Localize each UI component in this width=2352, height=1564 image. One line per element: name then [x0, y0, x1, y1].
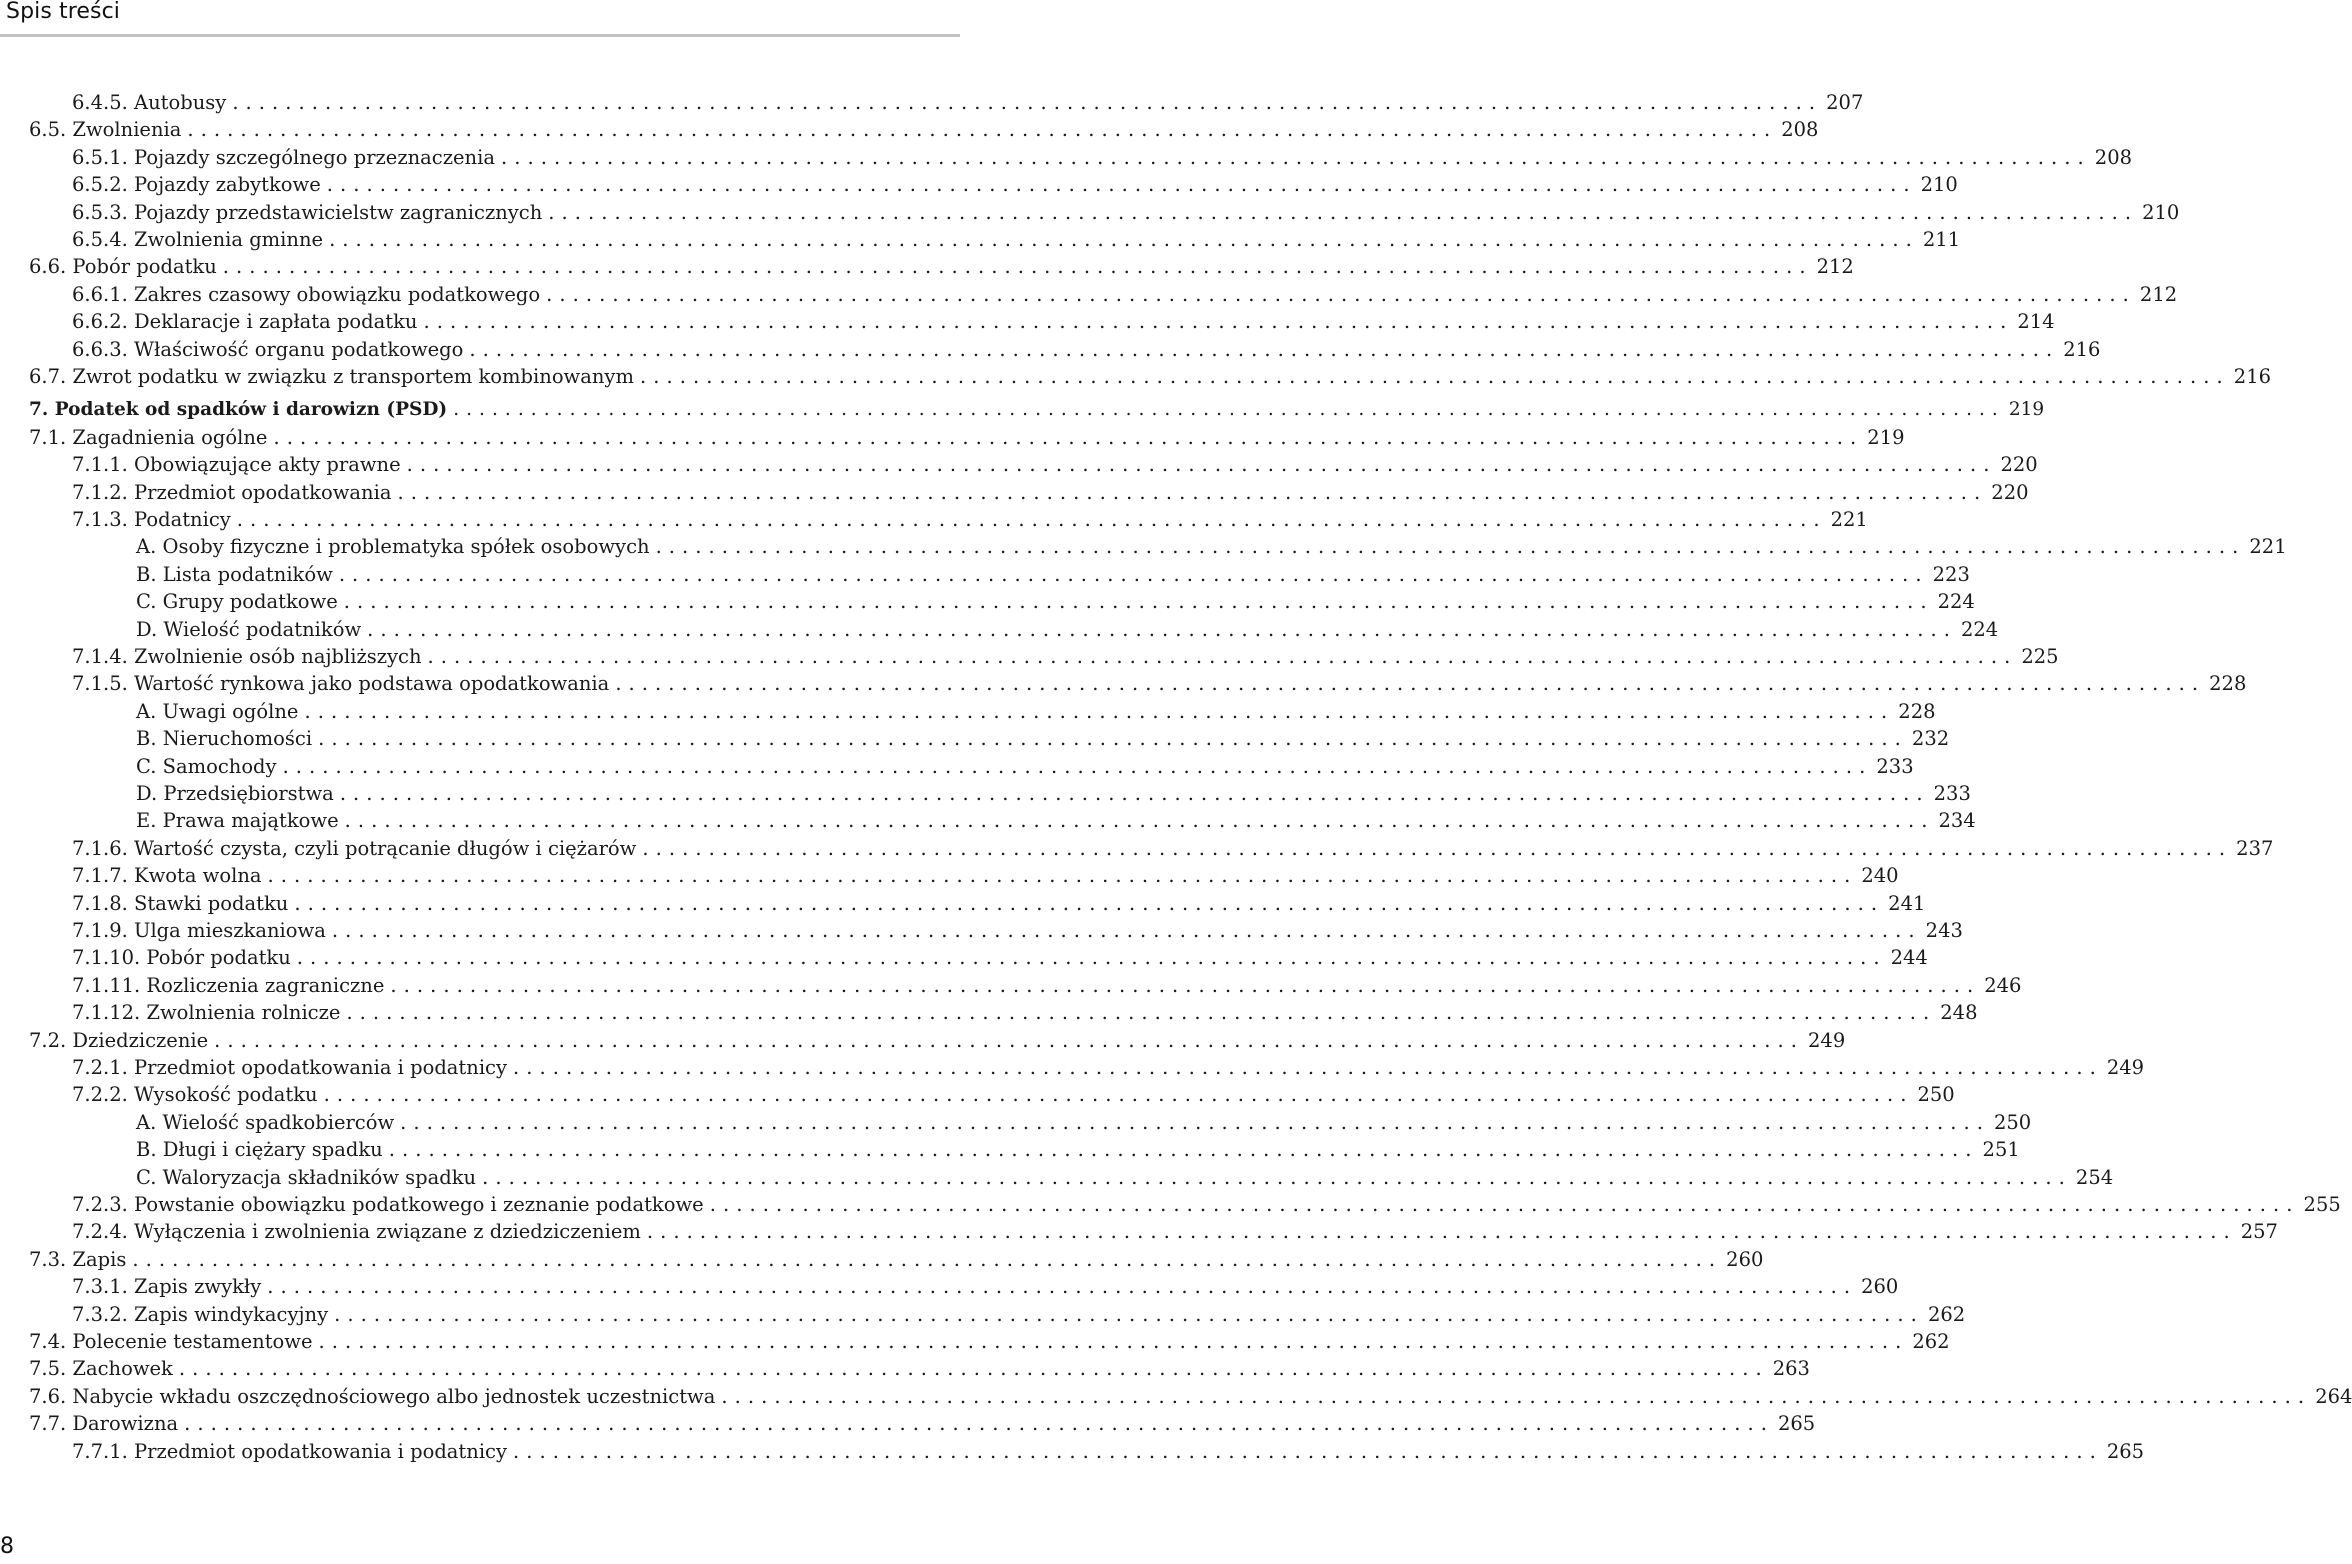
toc-entry-page: 234 — [1938, 809, 1976, 832]
toc-entry-number: 7.3. — [29, 1248, 73, 1271]
toc-entry[interactable] — [72, 308, 2055, 335]
toc-entry-number: 7.7.1. — [72, 1440, 135, 1463]
toc-entry[interactable] — [72, 1301, 1966, 1328]
toc-entry-title: Lista podatników — [162, 563, 333, 586]
toc-entry[interactable] — [72, 835, 2274, 862]
toc-entry-title: Zachowek — [72, 1357, 173, 1380]
toc-entry[interactable] — [72, 670, 2247, 697]
toc-entry-title: Długi i ciężary spadku — [162, 1138, 383, 1161]
toc-entry-title: Zakres czasowy obowiązku podatkowego — [134, 283, 541, 306]
toc-leader-dots: ........................................................................................................................ — [304, 700, 1895, 723]
toc-entry-number: D. — [136, 618, 164, 641]
toc-entry-page: 264 — [2315, 1385, 2352, 1408]
toc-entry-number: C. — [136, 1166, 163, 1189]
toc-entry-title: Zwolnienia — [72, 118, 182, 141]
toc-leader-dots: ........................................................................................................................ — [334, 1303, 1924, 1326]
toc-entry-number: 7.2.2. — [72, 1083, 135, 1106]
toc-entry-number: 7.1.3. — [72, 508, 135, 531]
toc-entry-page: 223 — [1932, 563, 1970, 586]
toc-entry-number: 7.1.7. — [72, 864, 135, 887]
toc-entry-number: 7.1.10. — [72, 946, 147, 969]
toc-leader-dots: ........................................................................................................................ — [482, 1166, 2072, 1189]
toc-leader-dots: ........................................................................................................................ — [178, 1357, 1769, 1380]
toc-entry-page: 233 — [1876, 755, 1914, 778]
toc-entry-number: 7.1.6. — [72, 837, 135, 860]
toc-entry-number: B. — [136, 727, 163, 750]
toc-entry[interactable] — [136, 725, 1950, 752]
toc-entry-page: 260 — [1861, 1275, 1899, 1298]
toc-entry-number: 7.2.1. — [72, 1056, 135, 1079]
toc-entry-title: Darowizna — [72, 1412, 179, 1435]
toc-entry-page: 240 — [1861, 864, 1899, 887]
toc-entry-title: Osoby fizyczne i problematyka spółek osobowych — [162, 535, 650, 558]
toc-entry-title: Ulga mieszkaniowa — [134, 919, 326, 942]
toc-entry-page: 249 — [1808, 1029, 1846, 1052]
toc-entry-number: 7. — [29, 399, 55, 420]
toc-entry-page: 250 — [1917, 1083, 1955, 1106]
toc-entry-title: Zwolnienia rolnicze — [146, 1001, 341, 1024]
toc-entry-page: 228 — [1898, 700, 1936, 723]
toc-entry[interactable] — [72, 171, 1958, 198]
toc-entry-number: 6.6.2. — [72, 310, 135, 333]
toc-entry-number: 7.1. — [29, 426, 73, 449]
toc-leader-dots: ........................................................................................................................ — [346, 1001, 1937, 1024]
toc-leader-dots: ........................................................................................................................ — [427, 645, 2018, 668]
toc-entry[interactable] — [72, 1273, 1899, 1300]
toc-entry-number: 7.1.1. — [72, 453, 135, 476]
toc-entry[interactable] — [72, 999, 1978, 1026]
toc-leader-dots: ........................................................................................................................ — [339, 782, 1930, 805]
toc-entry-page: 257 — [2240, 1220, 2278, 1243]
toc-entry[interactable] — [72, 226, 1961, 253]
toc-entry[interactable] — [29, 1246, 1764, 1273]
toc-entry[interactable] — [72, 336, 2101, 363]
toc-entry[interactable] — [29, 363, 2272, 390]
toc-entry-title: Zapis zwykły — [134, 1275, 262, 1298]
toc-entry-title: Kwota wolna — [134, 864, 262, 887]
toc-entry-title: Samochody — [162, 755, 277, 778]
toc-entry-title: Powstanie obowiązku podatkowego i zeznanie podatkowe — [134, 1193, 704, 1216]
toc-entry-page: 260 — [1726, 1248, 1764, 1271]
toc-entry-number: B. — [136, 1138, 163, 1161]
toc-entry-title: Waloryzacja składników spadku — [162, 1166, 477, 1189]
toc-entry-number: 6.5.1. — [72, 146, 135, 169]
toc-entry-page: 249 — [2106, 1056, 2145, 1079]
toc-entry-title: Przedmiot opodatkowania i podatnicy — [134, 1056, 507, 1079]
toc-leader-dots: ........................................................................................................................ — [642, 837, 2233, 860]
toc-entry-page: 265 — [1777, 1412, 1816, 1435]
toc-leader-dots: ........................................................................................................................ — [388, 1138, 1979, 1161]
toc-entry[interactable] — [29, 1410, 1816, 1437]
toc-leader-dots: ........................................................................................................................ — [367, 618, 1957, 641]
toc-entry[interactable] — [72, 144, 2133, 171]
toc-entry[interactable] — [29, 424, 1905, 451]
toc-entry[interactable] — [72, 281, 2178, 308]
toc-entry[interactable] — [136, 588, 1975, 615]
toc-leader-dots: ........................................................................................................................ — [344, 809, 1935, 832]
toc-entry[interactable] — [136, 780, 1971, 807]
toc-entry-number: 6.4.5. — [72, 91, 135, 114]
toc-entry[interactable] — [136, 616, 1999, 643]
toc-leader-dots: ........................................................................................................................ — [267, 1275, 1858, 1298]
toc-entry[interactable] — [29, 253, 1854, 280]
toc-entry[interactable] — [136, 1109, 2032, 1136]
toc-entry-page: 251 — [1982, 1138, 2020, 1161]
toc-leader-dots: ........................................................................................................................ — [323, 1083, 1914, 1106]
toc-leader-dots: ........................................................................................................................ — [273, 426, 1864, 449]
toc-entry-page: 212 — [2139, 283, 2178, 306]
toc-entry-number: 7.3.2. — [72, 1303, 135, 1326]
toc-entry-page: 262 — [1927, 1303, 1966, 1326]
toc-entry-title: Zwolnienie osób najbliższych — [134, 645, 422, 668]
toc-leader-dots: ........................................................................................................................ — [232, 91, 1823, 114]
toc-entry-title: Pojazdy szczególnego przeznaczenia — [134, 146, 495, 169]
toc-entry-page: 232 — [1911, 727, 1950, 750]
toc-entry[interactable] — [29, 1328, 1950, 1355]
toc-leader-dots: ........................................................................................................................ — [267, 864, 1858, 887]
toc-leader-dots: ........................................................................................................................ — [343, 590, 1934, 613]
toc-leader-dots: ........................................................................................................................ — [318, 727, 1908, 750]
toc-leader-dots: ........................................................................................................................ — [513, 1056, 2103, 1079]
toc-leader-dots: ........................................................................................................................ — [326, 173, 1917, 196]
toc-entry-number: 7.5. — [29, 1357, 73, 1380]
toc-entry[interactable] — [72, 451, 2038, 478]
toc-entry-page: 216 — [2063, 338, 2101, 361]
toc-entry-title: Podatnicy — [134, 508, 231, 531]
toc-entry-title: Pojazdy zabytkowe — [134, 173, 321, 196]
page-number: 8 — [0, 1534, 14, 1559]
toc-entry[interactable] — [72, 1438, 2145, 1465]
toc-entry-number: A. — [136, 535, 163, 558]
toc-entry-page: 262 — [1912, 1330, 1950, 1353]
toc-leader-dots: ........................................................................................................................ — [406, 453, 1997, 476]
toc-entry[interactable] — [29, 116, 1819, 143]
toc-entry-page: 248 — [1940, 1001, 1978, 1024]
toc-entry-number: 7.3.1. — [72, 1275, 135, 1298]
toc-leader-dots: ........................................................................................................................ — [222, 255, 1813, 278]
toc-entry-number: 7.7. — [29, 1412, 73, 1435]
toc-leader-dots: ........................................................................................................................ — [329, 228, 1919, 251]
toc-entry-title: Prawa majątkowe — [162, 809, 339, 832]
toc-entry-page: 210 — [1920, 173, 1958, 196]
toc-entry-number: 7.6. — [29, 1385, 73, 1408]
toc-entry-title: Deklaracje i zapłata podatku — [134, 310, 418, 333]
toc-entry-title: Zwolnienia gminne — [134, 228, 324, 251]
toc-entry[interactable] — [72, 944, 1928, 971]
toc-entry-page: 237 — [2236, 837, 2274, 860]
toc-entry-number: 6.5.4. — [72, 228, 135, 251]
toc-entry-page: 216 — [2233, 365, 2272, 388]
toc-entry-number: B. — [136, 563, 163, 586]
toc-entry-number: 7.2.3. — [72, 1193, 135, 1216]
toc-entry-number: 6.7. — [29, 365, 73, 388]
toc-leader-dots: ........................................................................................................................ — [184, 1412, 1774, 1435]
toc-entry[interactable] — [72, 1081, 1955, 1108]
toc-entry[interactable] — [136, 698, 1936, 725]
toc-leader-dots: ........................................................................................................................ — [548, 201, 2139, 224]
toc-entry[interactable] — [72, 1054, 2145, 1081]
toc-entry-page: 219 — [2008, 399, 2045, 420]
toc-leader-dots: ........................................................................................................................ — [214, 1029, 1804, 1052]
toc-entry-number: 7.2.4. — [72, 1220, 135, 1243]
toc-leader-dots: ........................................................................................................................ — [187, 118, 1778, 141]
toc-entry-number: 7.1.11. — [72, 974, 147, 997]
toc-leader-dots: ........................................................................................................................ — [236, 508, 1827, 531]
toc-entry[interactable] — [72, 506, 1868, 533]
toc-entry-page: 233 — [1933, 782, 1971, 805]
toc-entry[interactable] — [72, 890, 1926, 917]
toc-entry-title: Zapis windykacyjny — [134, 1303, 329, 1326]
toc-entry-page: 211 — [1922, 228, 1961, 251]
toc-entry-title: Polecenie testamentowe — [72, 1330, 313, 1353]
header-divider — [0, 34, 960, 37]
toc-entry-page: 208 — [2094, 146, 2133, 169]
toc-leader-dots: ........................................................................................................................ — [338, 563, 1929, 586]
toc-entry-title: Pojazdy przedstawicielstw zagranicznych — [134, 201, 543, 224]
toc-entry-number: 7.4. — [29, 1330, 73, 1353]
toc-entry-title: Stawki podatku — [134, 892, 289, 915]
toc-entry-title: Obowiązujące akty prawne — [134, 453, 401, 476]
toc-entry[interactable] — [136, 1136, 2020, 1163]
toc-entry-number: 6.5. — [29, 118, 73, 141]
toc-leader-dots: ........................................................................................................................ — [400, 1111, 1990, 1134]
toc-entry-page: 241 — [1888, 892, 1926, 915]
toc-leader-dots: ........................................................................................................................ — [294, 892, 1885, 915]
toc-entry-page: 224 — [1937, 590, 1975, 613]
toc-entry[interactable] — [72, 917, 1963, 944]
toc-leader-dots: ........................................................................................................................ — [397, 481, 1988, 504]
toc-leader-dots: ........................................................................................................................ — [546, 283, 2136, 306]
toc-leader-dots: ........................................................................................................................ — [331, 919, 1922, 942]
toc-entry-title: Wielość podatników — [163, 618, 362, 641]
toc-entry-page: 246 — [1984, 974, 2022, 997]
toc-leader-dots: ........................................................................................................................ — [655, 535, 2246, 558]
toc-entry[interactable] — [72, 199, 2180, 226]
toc-entry-number: D. — [136, 782, 164, 805]
toc-entry-title: Dziedziczenie — [72, 1029, 209, 1052]
toc-entry[interactable] — [29, 1355, 1810, 1382]
toc-entry-number: C. — [136, 755, 163, 778]
toc-entry-title: Nabycie wkładu oszczędnościowego albo jednostek uczestnictwa — [72, 1385, 716, 1408]
toc-entry-page: 225 — [2021, 645, 2059, 668]
toc-entry-title: Rozliczenia zagraniczne — [146, 974, 385, 997]
page-header-title: Spis treści — [6, 0, 120, 24]
toc-entry-title: Zapis — [72, 1248, 127, 1271]
toc-entry-title: Przedmiot opodatkowania — [134, 481, 392, 504]
toc-entry-number: A. — [136, 700, 163, 723]
toc-entry-title: Uwagi ogólne — [162, 700, 299, 723]
toc-entry-page: 212 — [1816, 255, 1854, 278]
toc-entry-title: Podatek od spadków i darowizn (PSD) — [54, 399, 448, 420]
toc-entry-page: 255 — [2303, 1193, 2341, 1216]
toc-entry-number: 6.5.3. — [72, 201, 135, 224]
toc-entry-title: Grupy podatkowe — [162, 590, 338, 613]
toc-entry-number: 7.1.8. — [72, 892, 135, 915]
toc-entry[interactable] — [72, 862, 1899, 889]
toc-entry-title: Pobór podatku — [72, 255, 217, 278]
toc-leader-dots: ........................................................................................................................ — [453, 399, 2005, 420]
toc-entry-number: 7.1.12. — [72, 1001, 147, 1024]
toc-entry-title: Właściwość organu podatkowego — [134, 338, 464, 361]
toc-entry-number: 7.1.5. — [72, 672, 135, 695]
toc-entry-page: 220 — [1991, 481, 2029, 504]
toc-entry-number: E. — [136, 809, 163, 832]
toc-leader-dots: ........................................................................................................................ — [615, 672, 2206, 695]
toc-entry-page: 263 — [1772, 1357, 1810, 1380]
toc-entry-number: 6.6. — [29, 255, 73, 278]
toc-leader-dots: ........................................................................................................................ — [296, 946, 1887, 969]
toc-entry-number: C. — [136, 590, 163, 613]
toc-entry-title: Wartość czysta, czyli potrącanie długów i ciężarów — [134, 837, 637, 860]
toc-entry-page: 265 — [2106, 1440, 2145, 1463]
toc-leader-dots: ........................................................................................................................ — [709, 1193, 2300, 1216]
toc-entry-title: Wysokość podatku — [134, 1083, 318, 1106]
toc-leader-dots: ........................................................................................................................ — [500, 146, 2091, 169]
toc-entry[interactable] — [29, 396, 2045, 423]
toc-leader-dots: ........................................................................................................................ — [469, 338, 2060, 361]
toc-entry-number: 6.5.2. — [72, 173, 135, 196]
toc-leader-dots: ........................................................................................................................ — [423, 310, 2014, 333]
toc-entry[interactable] — [29, 1383, 2352, 1410]
toc-entry-number: 7.1.2. — [72, 481, 135, 504]
toc-entry-page: 221 — [2249, 535, 2287, 558]
toc-entry-title: Autobusy — [134, 91, 227, 114]
toc-entry-number: A. — [136, 1111, 163, 1134]
toc-entry-page: 210 — [2142, 201, 2180, 224]
toc-entry-page: 214 — [2017, 310, 2055, 333]
toc-leader-dots: ........................................................................................................................ — [513, 1440, 2103, 1463]
toc-entry[interactable] — [72, 1218, 2278, 1245]
toc-entry-page: 208 — [1781, 118, 1819, 141]
toc-entry-page: 228 — [2209, 672, 2247, 695]
toc-entry-page: 224 — [1960, 618, 1999, 641]
toc-leader-dots: ........................................................................................................................ — [639, 365, 2230, 388]
toc-entry[interactable] — [72, 89, 1864, 116]
toc-entry-number: 7.2. — [29, 1029, 73, 1052]
toc-entry[interactable] — [72, 643, 2059, 670]
toc-entry[interactable] — [29, 1027, 1846, 1054]
toc-entry[interactable] — [72, 972, 2022, 999]
toc-entry-title: Pobór podatku — [146, 946, 291, 969]
toc-entry-page: 250 — [1993, 1111, 2032, 1134]
toc-entry-title: Nieruchomości — [162, 727, 313, 750]
toc-entry-page: 243 — [1925, 919, 1963, 942]
toc-entry-number: 7.1.9. — [72, 919, 135, 942]
toc-leader-dots: ........................................................................................................................ — [390, 974, 1981, 997]
toc-leader-dots: ........................................................................................................................ — [646, 1220, 2237, 1243]
toc-entry[interactable] — [72, 479, 2029, 506]
toc-entry[interactable] — [136, 807, 1976, 834]
toc-entry-title: Wielość spadkobierców — [162, 1111, 395, 1134]
toc-entry-title: Wyłączenia i zwolnienia związane z dziedziczeniem — [134, 1220, 641, 1243]
toc-entry-number: 6.6.3. — [72, 338, 135, 361]
toc-entry[interactable] — [136, 561, 1970, 588]
toc-entry-title: Przedsiębiorstwa — [163, 782, 334, 805]
toc-entry-page: 254 — [2075, 1166, 2114, 1189]
toc-entry-page: 207 — [1826, 91, 1864, 114]
toc-entry[interactable] — [72, 1191, 2341, 1218]
toc-entry-number: 7.1.4. — [72, 645, 135, 668]
toc-entry-title: Przedmiot opodatkowania i podatnicy — [134, 1440, 507, 1463]
toc-entry[interactable] — [136, 533, 2287, 560]
toc-entry[interactable] — [136, 753, 1914, 780]
toc-leader-dots: ........................................................................................................................ — [318, 1330, 1909, 1353]
toc-entry-title: Zagadnienia ogólne — [72, 426, 268, 449]
toc-leader-dots: ........................................................................................................................ — [132, 1248, 1723, 1271]
toc-entry-number: 6.6.1. — [72, 283, 135, 306]
toc-entry-title: Zwrot podatku w związku z transportem kombinowanym — [72, 365, 634, 388]
toc-entry-page: 244 — [1890, 946, 1928, 969]
toc-leader-dots: ........................................................................................................................ — [282, 755, 1873, 778]
toc-entry-page: 220 — [2000, 453, 2038, 476]
toc-entry-title: Wartość rynkowa jako podstawa opodatkowania — [134, 672, 610, 695]
toc-leader-dots: ........................................................................................................................ — [721, 1385, 2312, 1408]
toc-entry-page: 219 — [1867, 426, 1905, 449]
toc-entry[interactable] — [136, 1164, 2114, 1191]
toc-entry-page: 221 — [1830, 508, 1868, 531]
